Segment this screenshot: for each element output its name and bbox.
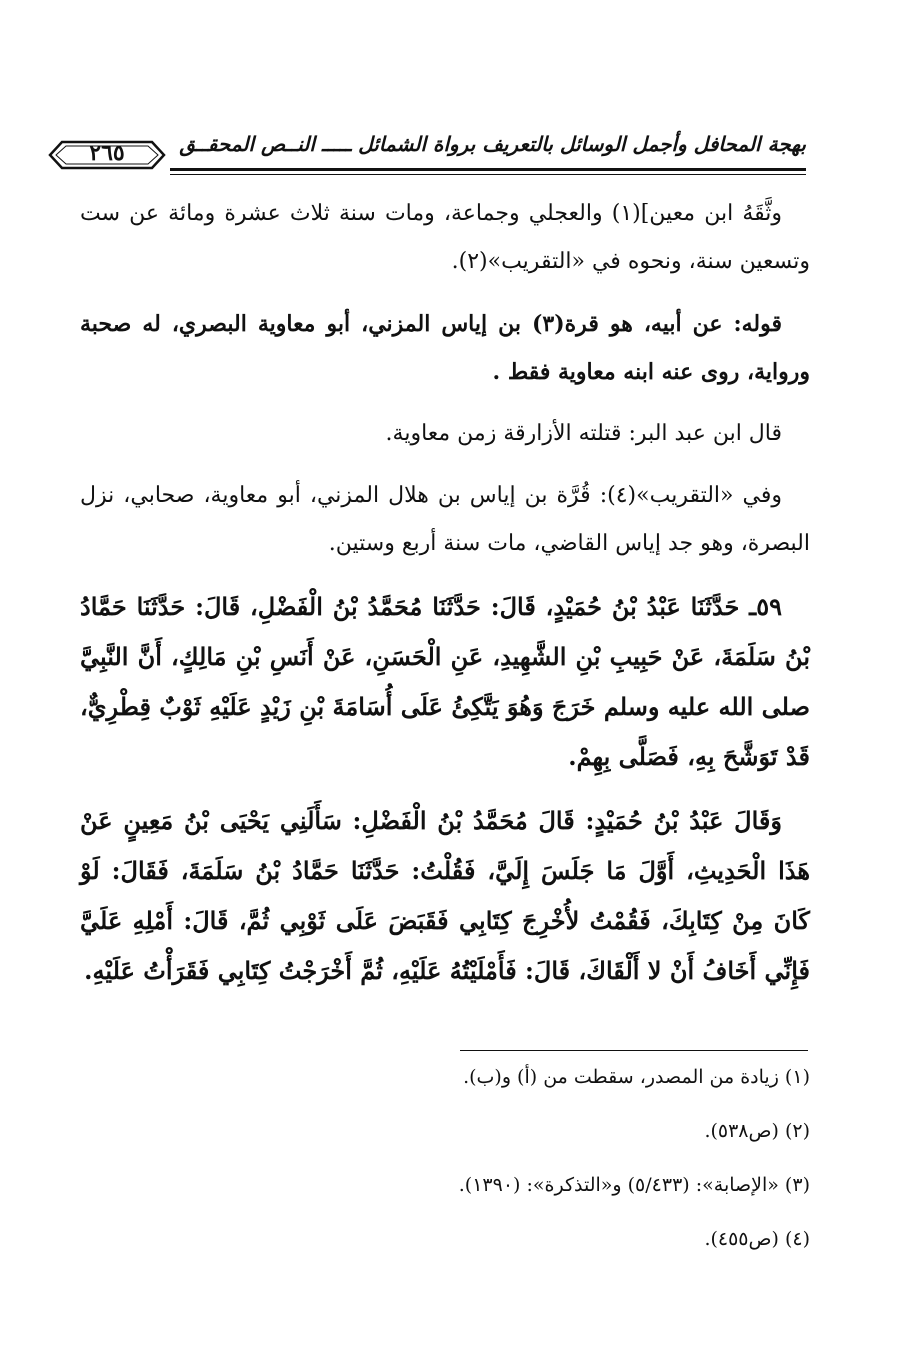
page-number-badge (48, 138, 166, 172)
header-rule (170, 168, 806, 171)
page-header (48, 128, 806, 180)
footnotes (80, 1062, 810, 1278)
main-text (80, 190, 810, 1010)
footnote-3: (٣) «الإصابة»: (٥/٤٣٣) و«التذكرة»: (١٣٩٠). (458, 1174, 810, 1196)
running-title: بهجة المحافل وأجمل الوسائل بالتعريف برواة الشمائل ـــــ النــص المحقــق (179, 132, 806, 156)
footnote-4: (٤) (ص٤٥٥). (704, 1228, 810, 1250)
header-rule-thin (170, 174, 806, 175)
page-number: ٢٦٥ (89, 140, 125, 166)
paragraph-4: وفي «التقريب»(٤): قُرَّة بن إياس بن هلال المزني، أبو معاوية، صحابي، نزل البصرة، وهو جد إياس القاضي، مات سنة أربع وستين. (80, 483, 810, 556)
footnote-separator (460, 1050, 808, 1051)
hadith-59: ٥٩ـ حَدَّثَنَا عَبْدُ بْنُ حُمَيْدٍ، قَالَ: حَدَّثَنَا مُحَمَّدُ بْنُ الْفَضْلِ، قَالَ: حَدَّثَنَا حَمَّادُ بْنُ سَلَمَةَ، عَنْ حَبِيبِ بْنِ الشَّهِيدِ، عَنِ الْحَسَنِ، عَنْ أَنَسِ بْنِ مَالِكٍ، أَنَّ النَّبِيَّ صلى الله عليه وسلم خَرَجَ وَهُوَ يَتَّكِئُ عَلَى أُسَامَةَ بْنِ زَيْدٍ عَلَيْهِ ثَوْبٌ قِطْرِيٌّ، قَدْ تَوَشَّحَ بِهِ، فَصَلَّى بِهِمْ. (79, 592, 810, 771)
footnote-1: (١) زيادة من المصدر، سقطت من (أ) و(ب). (463, 1066, 810, 1088)
footnote-2: (٢) (ص٥٣٨). (704, 1120, 810, 1142)
paragraph-2: قوله: عن أبيه، هو قرة(٣) بن إياس المزني، أبو معاوية البصري، له صحبة ورواية، روى عنه ابنه معاوية فقط . (80, 311, 810, 385)
paragraph-3: قال ابن عبد البر: قتلته الأزارقة زمن معاوية. (385, 421, 782, 446)
paragraph-5: وَقَالَ عَبْدُ بْنُ حُمَيْدٍ: قَالَ مُحَمَّدُ بْنُ الْفَضْلِ: سَأَلَنِي يَحْيَى بْنُ مَعِينٍ عَنْ هَذَا الْحَدِيثِ، أَوَّلَ مَا جَلَسَ إِلَيَّ، فَقُلْتُ: حَدَّثَنَا حَمَّادُ بْنُ سَلَمَةَ، فَقَالَ: لَوْ كَانَ مِنْ كِتَابِكَ، فَقُمْتُ لأُخْرِجَ كِتَابِي فَقَبَضَ عَلَى ثَوْبِي ثُمَّ، قَالَ: أَمْلِهِ عَلَيَّ فَإِنِّي أَخَافُ أَنْ لا أَلْقَاكَ، قَالَ: فَأَمْلَيْتُهُ عَلَيْهِ، ثُمَّ أَخْرَجْتُ كِتَابِي فَقَرَأْتُ عَلَيْهِ. (80, 806, 810, 985)
paragraph-1: وثَّقَهُ ابن معين](١) والعجلي وجماعة، ومات سنة ثلاث عشرة ومائة عن ست وتسعين سنة، ونحوه في «التقريب»(٢). (80, 201, 810, 274)
